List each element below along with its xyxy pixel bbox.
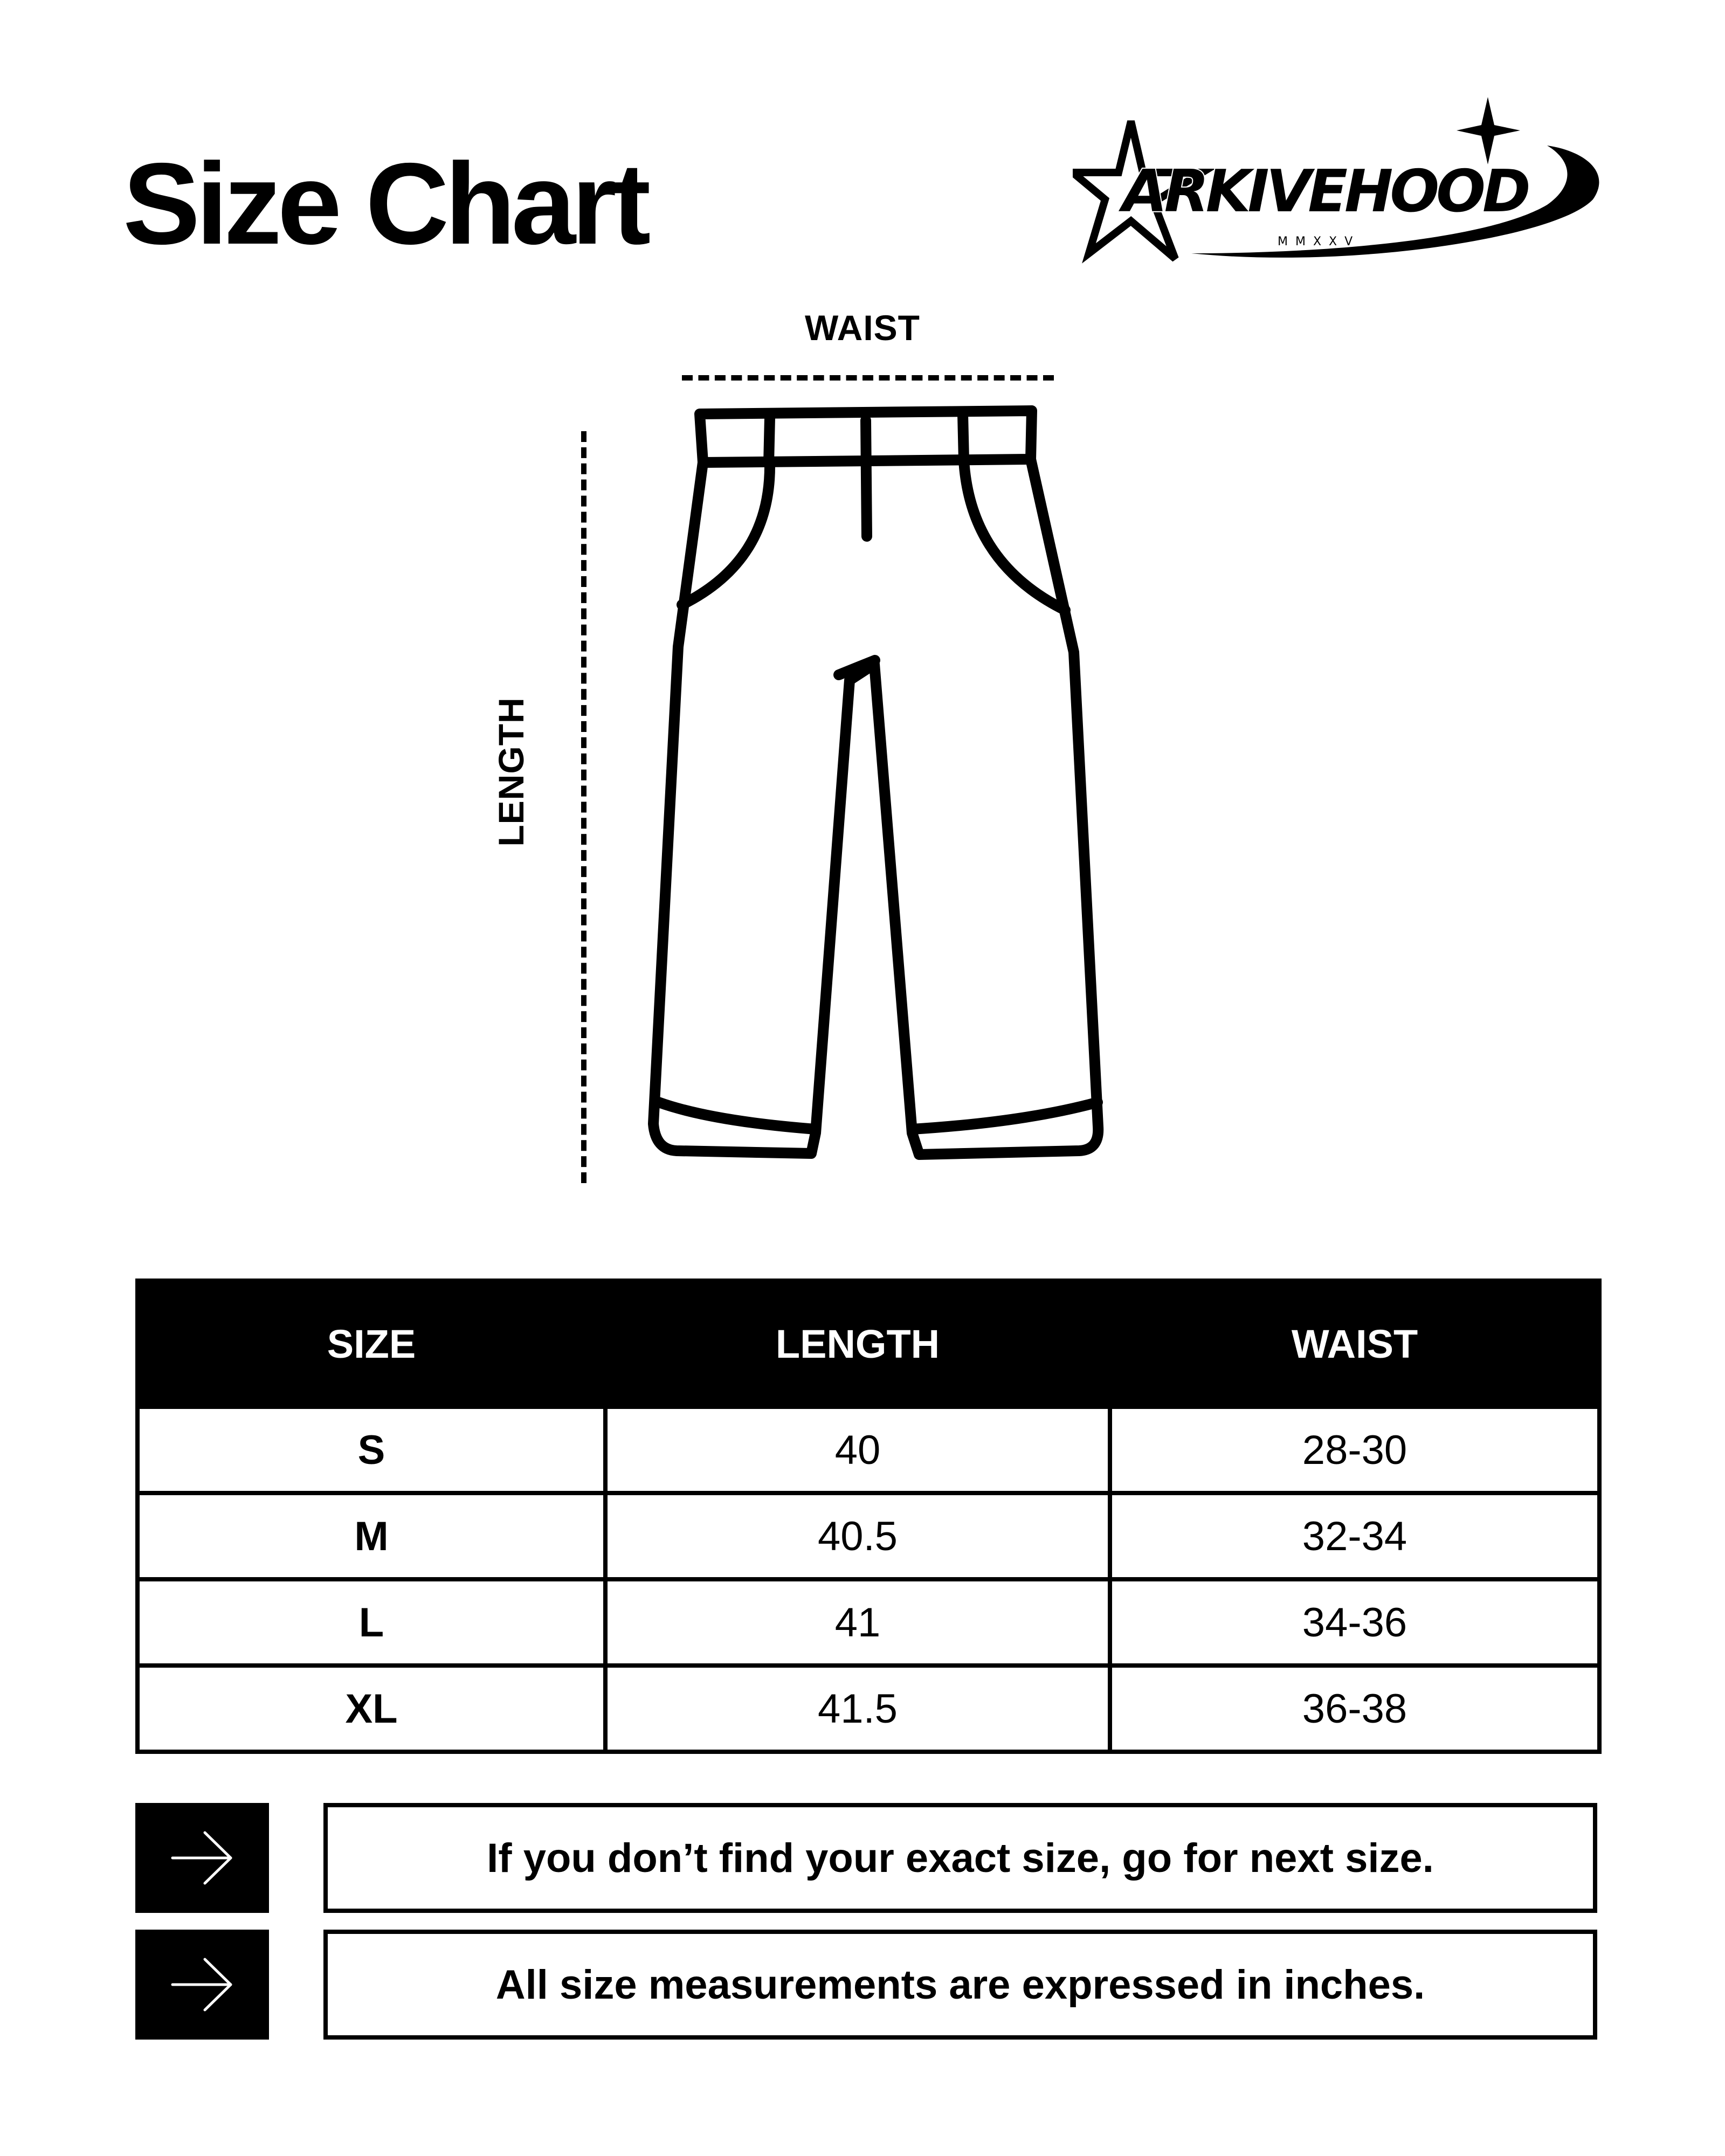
length-measure-line [581, 431, 586, 1183]
waist-cell: 32-34 [1110, 1493, 1599, 1579]
length-cell: 41.5 [605, 1666, 1110, 1752]
length-cell: 41 [605, 1579, 1110, 1666]
waist-cell: 28-30 [1110, 1407, 1599, 1493]
note-arrow-box [135, 1803, 269, 1913]
note-next-size: If you don’t find your exact size, go for next size. [323, 1803, 1597, 1913]
waist-measure-line [682, 375, 1054, 381]
column-header-size: SIZE [137, 1281, 605, 1407]
size-cell: S [137, 1407, 605, 1493]
size-table [135, 1279, 1602, 1754]
waist-label: WAIST [805, 308, 920, 348]
arrow-right-icon [167, 1828, 237, 1888]
table-row [137, 1666, 1599, 1752]
note-units: All size measurements are expressed in inches. [323, 1930, 1597, 2040]
waist-cell: 36-38 [1110, 1666, 1599, 1752]
column-header-length: LENGTH [605, 1281, 1110, 1407]
column-header-waist: WAIST [1110, 1281, 1599, 1407]
length-cell: 40 [605, 1407, 1110, 1493]
brand-logo [1073, 92, 1601, 270]
logo-subtext: MMXXV [1278, 235, 1361, 248]
size-cell: L [137, 1579, 605, 1666]
page-title: Size Chart [123, 139, 647, 268]
length-label: LENGTH [491, 697, 531, 847]
table-row [137, 1407, 1599, 1493]
size-cell: M [137, 1493, 605, 1579]
table-row [137, 1579, 1599, 1666]
waist-cell: 34-36 [1110, 1579, 1599, 1666]
note-arrow-box [135, 1930, 269, 2040]
size-cell: XL [137, 1666, 605, 1752]
table-row [137, 1493, 1599, 1579]
arrow-right-icon [167, 1955, 237, 2014]
length-cell: 40.5 [605, 1493, 1110, 1579]
table-header-row [137, 1281, 1599, 1407]
pants-outline-icon [625, 399, 1110, 1186]
logo-sparkle-icon [1457, 97, 1520, 164]
logo-wordmark: ARKIVEHOOD [1122, 158, 1528, 225]
